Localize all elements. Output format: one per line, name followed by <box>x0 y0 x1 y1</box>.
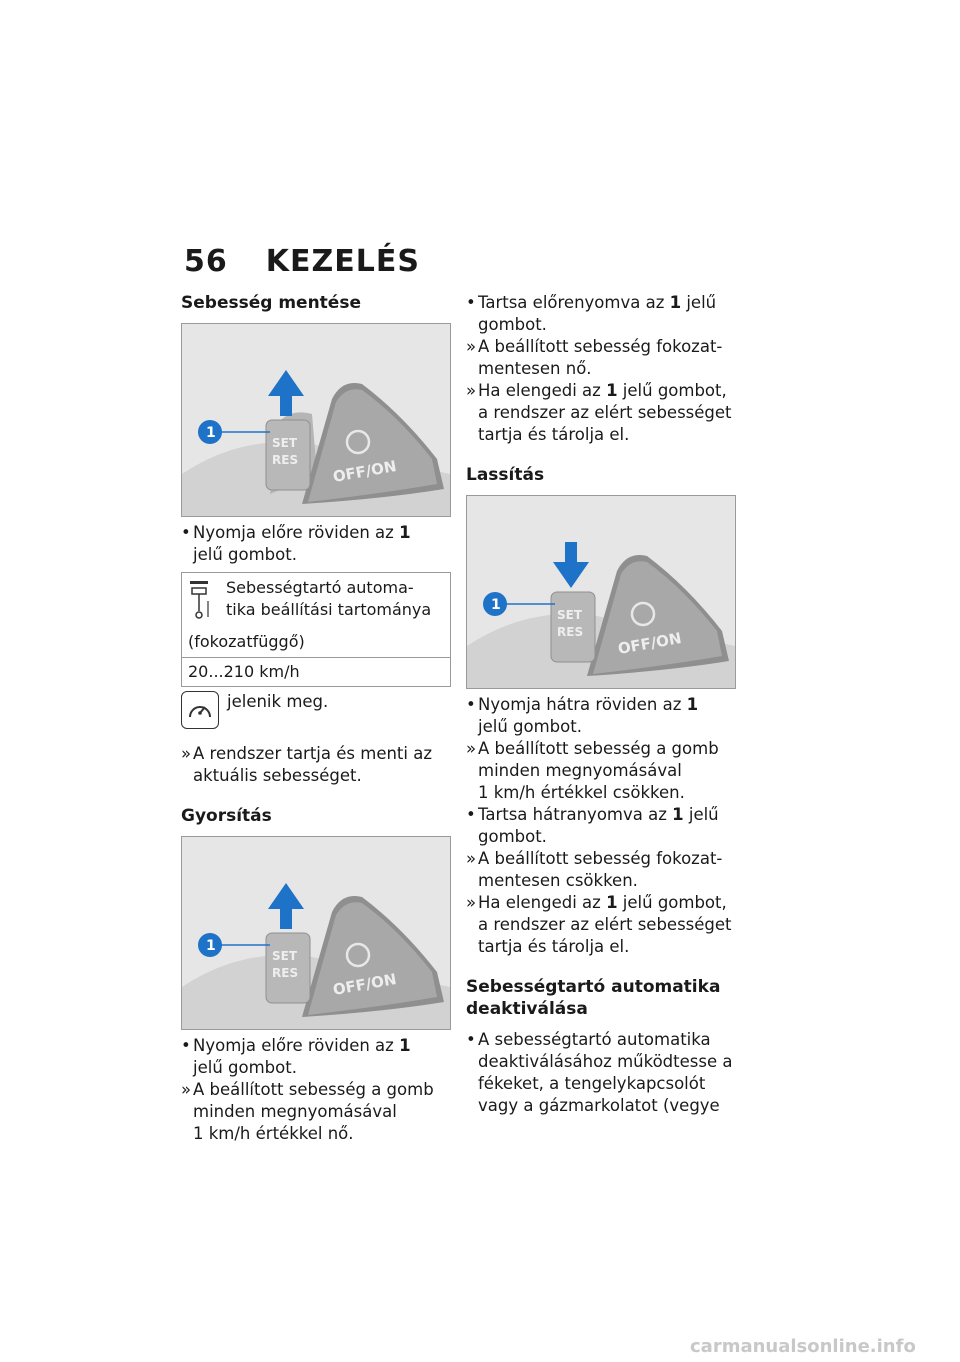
step-decel-1: • Nyomja hátra röviden az 1 jelű gombot. <box>466 695 699 736</box>
chapter-title: KEZELÉS <box>265 244 420 279</box>
result-save: » A rendszer tartja és menti az aktuális sebességet. <box>181 744 432 785</box>
step-accel-3: » Ha elengedi az 1 jelű gombot, a rendszer az elért sebességet tartja és tárolja el. <box>466 381 732 444</box>
step-decel-3: » Ha elengedi az 1 jelű gombot, a rendszer az elért sebességet tartja és tárolja el. <box>466 893 732 956</box>
switch-illustration-down <box>467 496 735 688</box>
right-column <box>466 292 736 1117</box>
switch-illustration <box>182 324 450 516</box>
set-label: SET <box>272 436 298 450</box>
set-label-3: SET <box>557 608 583 622</box>
section-title-decel: Lassítás <box>466 465 545 485</box>
result-decel-2: » A beállított sebesség fokozat-mentesen csökken. <box>466 849 723 890</box>
spec-icon <box>186 577 226 627</box>
result-accel-1: » A beállított sebesség a gomb minden megnyomásával 1 km/h értékkel nő. <box>181 1080 434 1143</box>
watermark: carmanualsonline.info <box>690 1336 916 1357</box>
figure-switch-up-2 <box>181 836 451 1030</box>
info-caption-3: (fokozatfüggő) <box>188 632 305 651</box>
left-column <box>181 292 451 1145</box>
info-box-setting-range <box>181 572 451 687</box>
step-deact-1: • A sebességtartó automatika deaktiválásához működtesse a fékeket, a tengelykapcsolót vagy a gázmarkolatot (vegye <box>466 1030 733 1115</box>
step-save-1: • Nyomja előre röviden az 1 jelű gombot. <box>181 523 411 564</box>
step-accel-2: • Tartsa előrenyomva az 1 jelű gombot. <box>466 293 717 334</box>
res-label: RES <box>272 453 299 467</box>
figure-switch-down <box>466 495 736 689</box>
info-caption-2: tika beállítási tartománya <box>226 600 432 619</box>
step-decel-2: • Tartsa hátranyomva az 1 jelű gombot. <box>466 805 719 846</box>
section-title-save: Sebesség mentése <box>181 293 361 313</box>
page-header <box>184 244 420 279</box>
callout-1b: 1 <box>206 938 216 954</box>
figure-switch-up <box>181 323 451 517</box>
callout-1: 1 <box>206 425 216 441</box>
offon-label-2: OFF/ON <box>331 970 398 999</box>
set-label-2: SET <box>272 949 298 963</box>
indicator-line <box>181 691 451 729</box>
offon-label: OFF/ON <box>331 457 398 486</box>
info-value: 20...210 km/h <box>182 657 450 686</box>
section-title-deact: Sebességtartó automatika deaktiválása <box>466 977 721 1019</box>
info-caption-1: Sebességtartó automa- <box>226 578 414 597</box>
callout-1c: 1 <box>491 597 501 613</box>
offon-label-3: OFF/ON <box>616 629 683 658</box>
res-label-2: RES <box>272 966 299 980</box>
cruise-control-icon <box>181 691 219 729</box>
result-accel-2: » A beállított sebesség fokozat-mentesen nő. <box>466 337 723 378</box>
res-label-3: RES <box>557 625 584 639</box>
section-title-accel: Gyorsítás <box>181 806 272 826</box>
step-accel-1: • Nyomja előre röviden az 1 jelű gombot. <box>181 1036 411 1077</box>
indicator-text: jelenik meg. <box>227 692 329 711</box>
switch-illustration-2 <box>182 837 450 1029</box>
result-decel-1: » A beállított sebesség a gomb minden megnyomásával 1 km/h értékkel csökken. <box>466 739 719 802</box>
page-number: 56 <box>184 244 228 279</box>
